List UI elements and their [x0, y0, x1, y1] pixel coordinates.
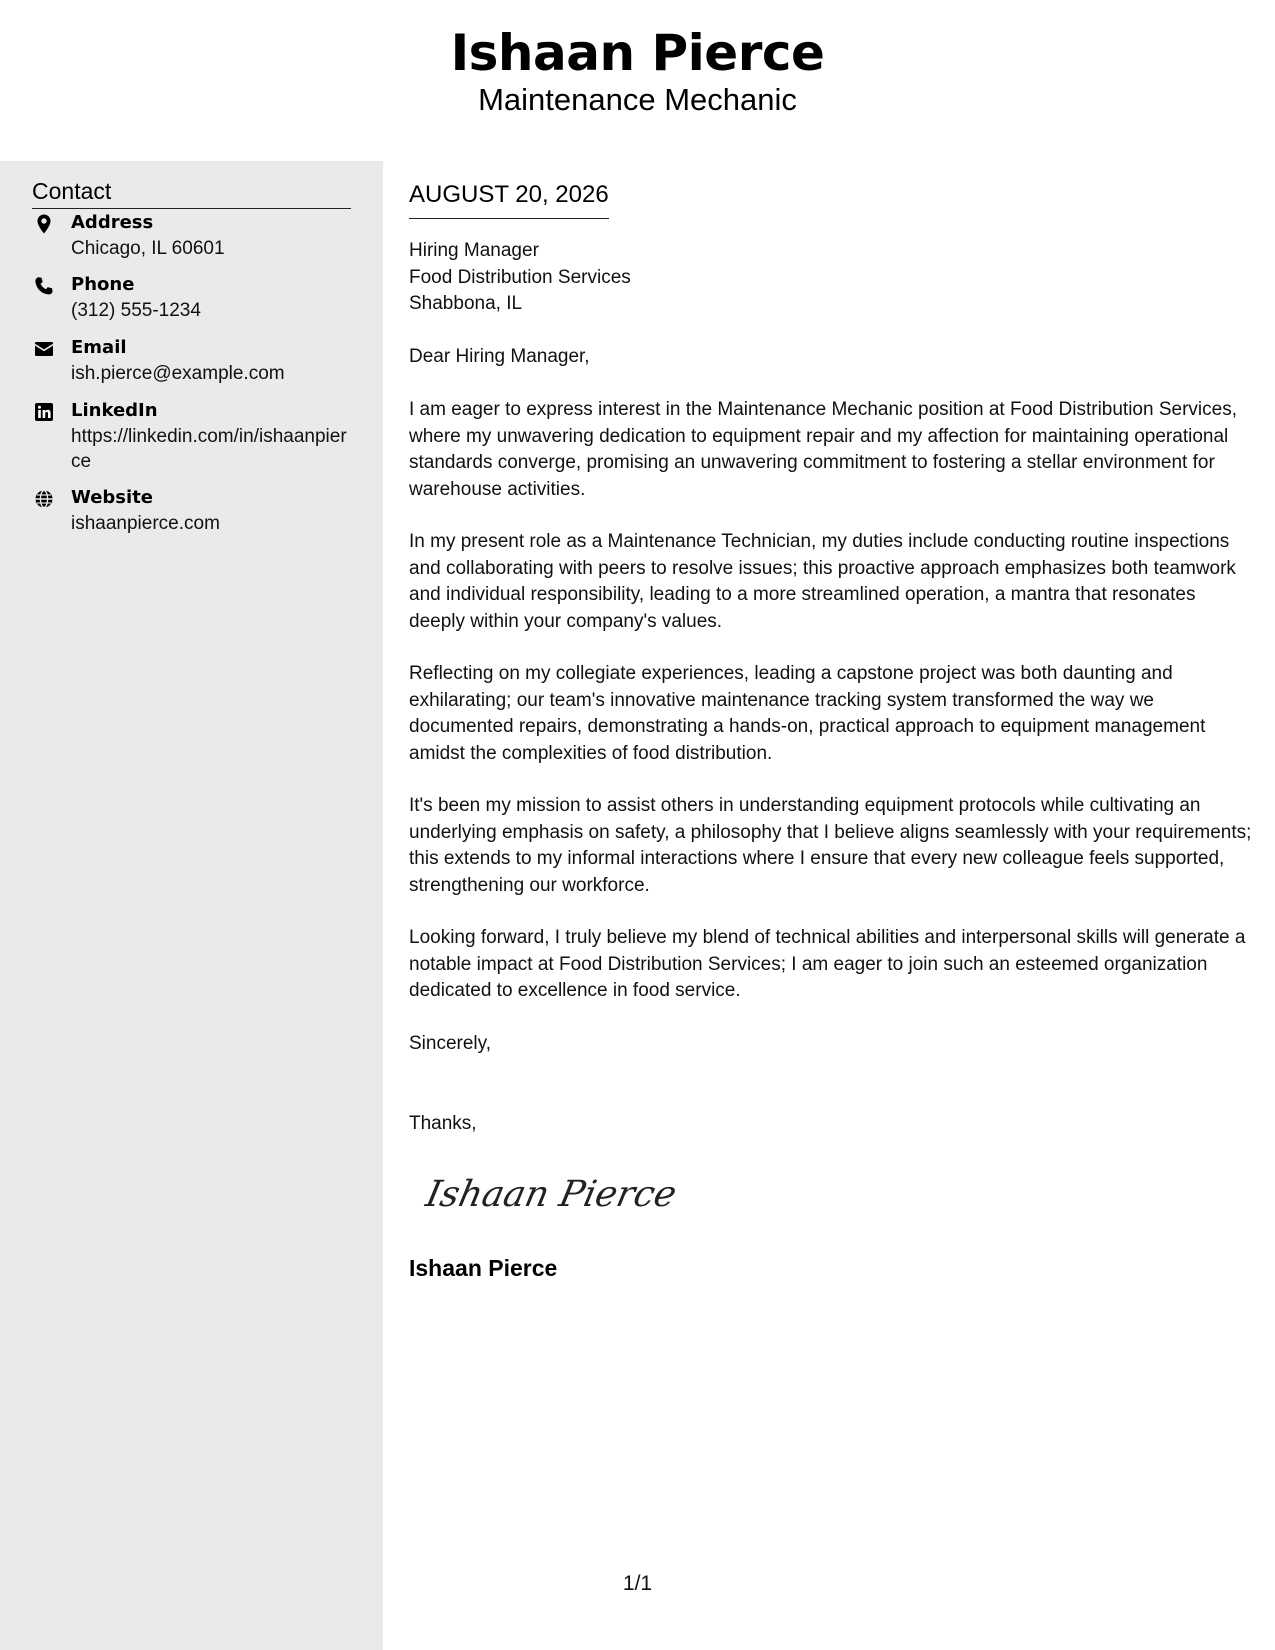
envelope-icon — [32, 337, 56, 361]
contact-label: Website — [71, 487, 154, 508]
linkedin-link[interactable]: https://linkedin.com/in/ishaanpierce — [71, 426, 347, 472]
contact-value: Chicago, IL 60601 — [71, 238, 225, 259]
recipient-line: Hiring Manager — [409, 240, 539, 261]
page-number: 1/1 — [622, 1572, 653, 1595]
letter-date: AUGUST 20, 2026 — [409, 178, 609, 219]
body-paragraph: Reflecting on my collegiate experiences, leading a capstone project was both daunting and exhilarating; our team's innovative maintenance tracking system transformed the way we documented repairs, demonstrating a hands-on, practical approach to equipment management amidst the complexities of food distribution. — [409, 663, 1206, 764]
linkedin-icon — [32, 400, 56, 424]
globe-icon — [32, 487, 56, 511]
recipient-block — [409, 238, 1251, 318]
recipient-line: Shabbona, IL — [409, 293, 523, 314]
body-paragraph: Looking forward, I truly believe my blend of technical abilities and interpersonal skills will generate a notable impact at Food Distribution Services; I am eager to join such an esteemed organization dedicated to excellence in food service. — [409, 927, 1246, 1001]
closing: Sincerely, — [409, 1033, 492, 1054]
website-link[interactable]: ishaanpierce.com — [71, 513, 220, 534]
contact-label: LinkedIn — [71, 400, 158, 421]
salutation: Dear Hiring Manager, — [409, 346, 590, 367]
body-paragraph: It's been my mission to assist others in understanding equipment protocols while cultivating an underlying emphasis on safety, a philosophy that I believe aligns seamlessly with your requirements; this extends to my informal interactions where I ensure that every new colleague feels supported, strengthening our workforce. — [409, 795, 1252, 896]
body-paragraph: In my present role as a Maintenance Technician, my duties include conducting routine inspections and collaborating with peers to resolve issues; this proactive approach emphasizes both teamwork and individual responsibility, leading to a more streamlined operation, a mantra that resonates deeply within your company's values. — [409, 531, 1236, 632]
job-title: Maintenance Mechanic — [478, 82, 797, 117]
contact-value: (312) 555-1234 — [71, 300, 201, 321]
applicant-name: Ishaan Pierce — [450, 24, 825, 82]
handwritten-signature — [420, 1160, 680, 1230]
signature-text: Ishaan Pierce — [422, 1172, 680, 1215]
recipient-line: Food Distribution Services — [409, 266, 631, 288]
contact-heading: Contact — [32, 176, 351, 209]
map-pin-icon — [32, 212, 56, 236]
phone-icon — [32, 274, 56, 298]
resume-header — [0, 0, 1275, 161]
contact-label: Email — [71, 337, 127, 358]
contact-label: Phone — [71, 274, 135, 295]
contact-value: ish.pierce@example.com — [71, 363, 285, 384]
signoff-name: Ishaan Pierce — [409, 1255, 558, 1281]
thanks-line: Thanks, — [409, 1113, 477, 1134]
body-paragraph: I am eager to express interest in the Maintenance Mechanic position at Food Distribution Services, where my unwavering dedication to equipment repair and my affection for maintaining operational standards converge, promising an unwavering commitment to fostering a stellar environment for warehouse activities. — [409, 399, 1237, 500]
contact-label: Address — [71, 212, 154, 233]
